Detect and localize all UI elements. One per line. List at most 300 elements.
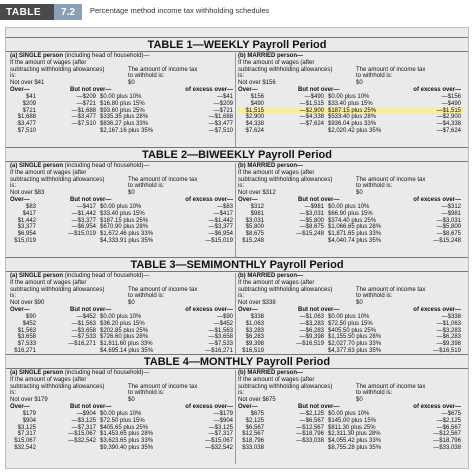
bracket-over: $41 xyxy=(25,93,36,100)
withholding-amount: $1,066.65 plus 28% xyxy=(328,224,382,231)
bracket-but-not-over: —$6,954 xyxy=(71,224,96,231)
amount-label-line: to withhold is: xyxy=(128,293,165,300)
amount-label-line: The amount of income tax xyxy=(356,66,426,73)
excess-over: —$1,063 xyxy=(436,320,461,327)
bracket-row xyxy=(10,121,235,128)
wages-note xyxy=(238,384,463,391)
bracket-row xyxy=(10,108,235,115)
not-over-label: Not over $41 xyxy=(10,80,45,87)
withholding-amount: $202.85 plus 25% xyxy=(100,327,149,334)
schedule-table-3 xyxy=(6,257,468,354)
withholding-amount: $72.50 plus 15% xyxy=(328,320,373,327)
person-type-label: (a) SINGLE person xyxy=(10,273,64,279)
bracket-over: $1,688 xyxy=(17,114,36,121)
excess-over: —$3,283 xyxy=(436,327,461,334)
wages-note xyxy=(238,60,463,67)
withholding-amount: $4,040.74 plus 35% xyxy=(328,237,382,244)
excess-over: —$1,563 xyxy=(208,327,233,334)
excess-over: —$7,317 xyxy=(208,431,233,438)
wages-note xyxy=(10,377,235,384)
bracket-row xyxy=(238,238,463,245)
excess-over: —$6,567 xyxy=(436,424,461,431)
withholding-amount: $33.40 plus 15% xyxy=(328,100,373,107)
bracket-row xyxy=(238,121,463,128)
bracket-but-not-over: —$7,510 xyxy=(71,121,96,128)
schedule-heading xyxy=(10,163,235,170)
bracket-but-not-over: —$3,658 xyxy=(71,327,96,334)
bracket-over: $32,542 xyxy=(14,444,36,451)
bracket-over: $16,271 xyxy=(14,347,36,354)
of-excess-header: of excess over— xyxy=(413,403,461,410)
zero-amount: $0 xyxy=(356,300,363,307)
person-type-suffix: (including head of household)— xyxy=(63,53,150,59)
withholding-amount: $836.27 plus 33% xyxy=(100,121,149,128)
withholding-amount: $0.00 plus 10% xyxy=(100,313,142,320)
excess-over: —$904 xyxy=(213,417,233,424)
not-over-label: Not over $312 xyxy=(238,190,276,197)
wages-label-line: If the amount of wages (after xyxy=(10,376,87,383)
person-type-label: (b) MARRIED person— xyxy=(238,53,303,59)
person-type-suffix: (including head of household)— xyxy=(63,370,150,376)
withholding-amount: $36.20 plus 15% xyxy=(100,320,145,327)
but-not-over-header: But not over— xyxy=(70,403,112,410)
excess-over: —$3,031 xyxy=(436,217,461,224)
wages-label-line: subtracting withholding allowances) xyxy=(238,383,333,390)
of-excess-header: of excess over— xyxy=(185,306,233,313)
bracket-over: $7,317 xyxy=(17,431,36,438)
bracket-but-not-over: —$32,542 xyxy=(68,438,96,445)
is-label: is: xyxy=(238,73,244,80)
is-label: is: xyxy=(238,390,244,397)
bracket-over: $904 xyxy=(22,417,36,424)
bracket-over: $4,338 xyxy=(245,121,264,128)
bracket-over: $7,533 xyxy=(17,341,36,348)
zero-amount: $0 xyxy=(128,190,135,197)
bracket-but-not-over: —$4,338 xyxy=(299,114,324,121)
excess-over: —$156 xyxy=(441,93,461,100)
zero-amount: $0 xyxy=(356,190,363,197)
single-person-schedule xyxy=(10,273,235,355)
bracket-row xyxy=(238,108,463,115)
withholding-amount: $8,755.28 plus 35% xyxy=(328,444,382,451)
bracket-over: $452 xyxy=(22,320,36,327)
wages-note xyxy=(10,287,235,294)
bracket-but-not-over: —$16,519 xyxy=(296,341,324,348)
excess-over: —$90 xyxy=(216,313,233,320)
withholding-amount: $405.50 plus 25% xyxy=(328,327,377,334)
bracket-row xyxy=(238,321,463,328)
schedule-table-2 xyxy=(6,147,468,257)
excess-over: —$7,510 xyxy=(208,127,233,134)
schedule-heading xyxy=(10,53,235,60)
bracket-row xyxy=(238,101,463,108)
withholding-amount: $33.40 plus 15% xyxy=(100,210,145,217)
bracket-over: $490 xyxy=(250,100,264,107)
withholding-amount: $187.15 plus 25% xyxy=(100,217,149,224)
bracket-over: $156 xyxy=(250,93,264,100)
over-header: Over— xyxy=(238,306,258,313)
bracket-but-not-over: —$904 xyxy=(76,410,96,417)
bracket-over: $15,067 xyxy=(14,438,36,445)
person-type-suffix: (including head of household)— xyxy=(63,163,150,169)
withholding-amount: $93.60 plus 25% xyxy=(100,107,145,114)
bracket-but-not-over: —$3,477 xyxy=(71,114,96,121)
bracket-row xyxy=(238,314,463,321)
excess-over: —$83 xyxy=(216,203,233,210)
wages-note xyxy=(238,293,463,300)
bracket-row xyxy=(238,418,463,425)
excess-over: —$18,796 xyxy=(433,438,461,445)
withholding-amount: $145.00 plus 15% xyxy=(328,417,377,424)
bracket-over: $417 xyxy=(22,210,36,217)
bracket-row xyxy=(10,411,235,418)
amount-label-line: to withhold is: xyxy=(128,73,165,80)
person-type-label: (a) SINGLE person xyxy=(10,53,64,59)
bracket-column-headers xyxy=(10,404,235,411)
not-over-row xyxy=(238,80,463,87)
bracket-row xyxy=(238,328,463,335)
excess-over: —$179 xyxy=(213,410,233,417)
bracket-row xyxy=(10,231,235,238)
bracket-over: $6,283 xyxy=(245,334,264,341)
amount-label-line: The amount of income tax xyxy=(128,66,198,73)
excess-over: —$3,477 xyxy=(208,121,233,128)
bracket-row xyxy=(238,411,463,418)
bracket-but-not-over: —$6,283 xyxy=(299,327,324,334)
bracket-row xyxy=(238,224,463,231)
excess-over: —$490 xyxy=(441,100,461,107)
wages-label-line: If the amount of wages (after xyxy=(10,279,87,286)
bracket-but-not-over: —$8,675 xyxy=(299,224,324,231)
single-person-schedule xyxy=(10,163,235,245)
bracket-over: $1,515 xyxy=(245,107,264,114)
is-label: is: xyxy=(238,293,244,300)
but-not-over-header: But not over— xyxy=(298,86,340,93)
withholding-amount: $9,390.40 plus 35% xyxy=(100,444,154,451)
bracket-row xyxy=(10,438,235,445)
single-person-schedule xyxy=(10,53,235,135)
bracket-row xyxy=(10,445,235,452)
bracket-but-not-over: —$3,031 xyxy=(299,210,324,217)
bracket-over: $9,398 xyxy=(245,341,264,348)
bracket-but-not-over: —$1,515 xyxy=(299,100,324,107)
table-title: TABLE 4—MONTHLY Payroll Period xyxy=(6,354,468,369)
bracket-column-headers xyxy=(10,307,235,314)
withholding-amount: $936.04 plus 33% xyxy=(328,121,377,128)
excess-over: —$15,019 xyxy=(205,237,233,244)
but-not-over-header: But not over— xyxy=(70,86,112,93)
table-title: TABLE 2—BIWEEKLY Payroll Period xyxy=(6,147,468,162)
bracket-over: $6,567 xyxy=(245,424,264,431)
bracket-over: $675 xyxy=(250,410,264,417)
wages-note xyxy=(10,384,235,391)
is-label: is: xyxy=(10,183,16,190)
wages-note xyxy=(10,390,235,397)
bracket-but-not-over: —$12,567 xyxy=(296,424,324,431)
not-over-row xyxy=(238,397,463,404)
bracket-but-not-over: —$209 xyxy=(76,93,96,100)
bracket-but-not-over: —$7,317 xyxy=(71,424,96,431)
withholding-amount: $335.35 plus 28% xyxy=(100,114,149,121)
over-header: Over— xyxy=(10,306,30,313)
person-type-suffix: (including head of household)— xyxy=(63,273,150,279)
bracket-row xyxy=(238,94,463,101)
wages-note xyxy=(10,280,235,287)
amount-label-line: The amount of income tax xyxy=(128,176,198,183)
excess-over: —$16,519 xyxy=(433,347,461,354)
wages-note xyxy=(238,170,463,177)
of-excess-header: of excess over— xyxy=(413,306,461,313)
wages-label-line: subtracting withholding allowances) xyxy=(10,66,105,73)
excess-over: —$6,954 xyxy=(208,231,233,238)
amount-label-line: to withhold is: xyxy=(128,183,165,190)
excess-over: —$312 xyxy=(441,203,461,210)
bracket-row xyxy=(10,314,235,321)
bracket-but-not-over: —$33,038 xyxy=(296,438,324,445)
bracket-over: $6,954 xyxy=(17,231,36,238)
zero-amount: $0 xyxy=(356,397,363,404)
but-not-over-header: But not over— xyxy=(70,196,112,203)
header-bar xyxy=(0,0,474,22)
bracket-row xyxy=(238,438,463,445)
bracket-row xyxy=(238,445,463,452)
bracket-row xyxy=(10,334,235,341)
table-title: TABLE 3—SEMIMONTHLY Payroll Period xyxy=(6,257,468,272)
excess-over: —$1,515 xyxy=(436,107,461,114)
bracket-over: $981 xyxy=(250,210,264,217)
bracket-row xyxy=(10,341,235,348)
bracket-row xyxy=(10,128,235,135)
bracket-but-not-over: —$7,533 xyxy=(71,334,96,341)
not-over-label: Not over $179 xyxy=(10,397,48,404)
withholding-amount: $16.80 plus 15% xyxy=(100,100,145,107)
excess-over: —$33,038 xyxy=(433,444,461,451)
column-divider xyxy=(235,273,236,354)
excess-over: —$7,624 xyxy=(436,127,461,134)
wages-note xyxy=(238,183,463,190)
zero-amount: $0 xyxy=(356,80,363,87)
excess-over: —$4,338 xyxy=(436,121,461,128)
single-person-schedule xyxy=(10,370,235,452)
schedule-table-1 xyxy=(6,37,468,147)
over-header: Over— xyxy=(238,196,258,203)
bracket-but-not-over: —$6,567 xyxy=(299,417,324,424)
person-type-label: (b) MARRIED person— xyxy=(238,370,303,376)
bracket-but-not-over: —$1,688 xyxy=(71,107,96,114)
wages-label-line: subtracting withholding allowances) xyxy=(10,286,105,293)
bracket-over: $7,624 xyxy=(245,127,264,134)
table-title: TABLE 1—WEEKLY Payroll Period xyxy=(6,37,468,52)
bracket-over: $15,248 xyxy=(242,237,264,244)
table-tag: TABLE xyxy=(0,4,54,20)
bracket-row xyxy=(238,128,463,135)
bracket-row xyxy=(238,204,463,211)
bracket-row xyxy=(238,114,463,121)
wages-note xyxy=(238,73,463,80)
bracket-over: $312 xyxy=(250,203,264,210)
wages-note xyxy=(238,67,463,74)
column-divider xyxy=(235,53,236,147)
withholding-amount: $811.30 plus 25% xyxy=(328,424,376,431)
bracket-over: $3,477 xyxy=(17,121,36,128)
wages-label-line: subtracting withholding allowances) xyxy=(10,383,105,390)
excess-over: —$32,542 xyxy=(205,444,233,451)
bracket-column-headers xyxy=(10,87,235,94)
bracket-but-not-over: —$1,442 xyxy=(71,210,96,217)
bracket-row xyxy=(10,425,235,432)
bracket-over: $209 xyxy=(22,100,36,107)
withholding-amount: $2,311.30 plus 28% xyxy=(328,431,381,438)
wages-note xyxy=(10,73,235,80)
bracket-row xyxy=(10,321,235,328)
not-over-label: Not over $90 xyxy=(10,300,45,307)
excess-over: —$16,271 xyxy=(205,347,233,354)
excess-over: —$338 xyxy=(441,313,461,320)
excess-over: —$7,533 xyxy=(208,341,233,348)
married-person-schedule xyxy=(238,53,463,135)
bracket-but-not-over: —$981 xyxy=(304,203,324,210)
wages-label-line: subtracting withholding allowances) xyxy=(238,176,333,183)
bracket-row xyxy=(238,341,463,348)
amount-label-line: The amount of income tax xyxy=(356,286,426,293)
withholding-amount: $1,453.65 plus 28% xyxy=(100,431,154,438)
over-header: Over— xyxy=(10,86,30,93)
bracket-over: $33,038 xyxy=(242,444,264,451)
bracket-row xyxy=(10,101,235,108)
is-label: is: xyxy=(10,390,16,397)
bracket-row xyxy=(10,224,235,231)
bracket-row xyxy=(10,218,235,225)
column-divider xyxy=(235,370,236,464)
person-type-label: (b) MARRIED person— xyxy=(238,273,303,279)
amount-label-line: The amount of income tax xyxy=(356,176,426,183)
over-header: Over— xyxy=(238,403,258,410)
bracket-column-headers xyxy=(238,404,463,411)
excess-over: —$452 xyxy=(213,320,233,327)
bracket-column-headers xyxy=(238,87,463,94)
bracket-over: $15,019 xyxy=(14,237,36,244)
bracket-row xyxy=(238,425,463,432)
excess-over: —$12,567 xyxy=(433,431,461,438)
wages-label-line: If the amount of wages (after xyxy=(238,279,315,286)
bracket-over: $3,658 xyxy=(17,334,36,341)
bracket-but-not-over: —$15,019 xyxy=(68,231,96,238)
amount-label-line: to withhold is: xyxy=(356,73,393,80)
bracket-over: $1,442 xyxy=(17,217,36,224)
amount-label-line: The amount of income tax xyxy=(356,383,426,390)
bracket-over: $18,796 xyxy=(242,438,264,445)
excess-over: —$3,377 xyxy=(208,224,233,231)
withholding-amount: $1,672.46 plus 33% xyxy=(100,231,154,238)
withholding-amount: $66.90 plus 15% xyxy=(328,210,373,217)
bracket-over: $2,900 xyxy=(245,114,264,121)
but-not-over-header: But not over— xyxy=(298,196,340,203)
bracket-over: $3,031 xyxy=(245,217,264,224)
schedule-table-4 xyxy=(6,354,468,464)
bracket-over: $179 xyxy=(22,410,36,417)
wages-note xyxy=(238,287,463,294)
bracket-over: $338 xyxy=(250,313,264,320)
wages-note xyxy=(10,183,235,190)
bracket-row xyxy=(10,94,235,101)
bracket-but-not-over: —$1,563 xyxy=(71,320,96,327)
married-person-schedule xyxy=(238,370,463,452)
wages-label-line: If the amount of wages (after xyxy=(10,169,87,176)
not-over-label: Not over $338 xyxy=(238,300,276,307)
excess-over: —$1,442 xyxy=(208,217,233,224)
bracket-but-not-over: —$5,800 xyxy=(299,217,324,224)
withholding-amount: $1,871.65 plus 33% xyxy=(328,231,382,238)
zero-amount: $0 xyxy=(128,300,135,307)
schedules-panel xyxy=(5,27,469,469)
amount-label-line: to withhold is: xyxy=(356,390,393,397)
withholding-amount: $3,623.65 plus 33% xyxy=(100,438,154,445)
excess-over: —$9,398 xyxy=(436,341,461,348)
excess-over: —$6,283 xyxy=(436,334,461,341)
bracket-over: $3,125 xyxy=(17,424,36,431)
withholding-amount: $374.40 plus 25% xyxy=(328,217,377,224)
excess-over: —$2,125 xyxy=(436,417,461,424)
wages-label-line: If the amount of wages (after xyxy=(238,169,315,176)
bracket-row xyxy=(238,431,463,438)
over-header: Over— xyxy=(10,196,30,203)
withholding-amount: $1,155.50 plus 28% xyxy=(328,334,382,341)
zero-amount: $0 xyxy=(128,80,135,87)
withholding-amount: $726.60 plus 28% xyxy=(100,334,149,341)
schedule-heading xyxy=(238,53,463,60)
not-over-row xyxy=(10,397,235,404)
married-person-schedule xyxy=(238,163,463,245)
bracket-but-not-over: —$452 xyxy=(76,313,96,320)
bracket-but-not-over: —$15,248 xyxy=(296,231,324,238)
bracket-over: $12,567 xyxy=(242,431,264,438)
withholding-amount: $2,027.70 plus 33% xyxy=(328,341,382,348)
bracket-but-not-over: —$16,271 xyxy=(68,341,96,348)
wages-label-line: If the amount of wages (after xyxy=(238,59,315,66)
amount-label-line: to withhold is: xyxy=(356,293,393,300)
of-excess-header: of excess over— xyxy=(185,403,233,410)
excess-over: —$15,248 xyxy=(433,237,461,244)
wages-label-line: subtracting withholding allowances) xyxy=(238,66,333,73)
bracket-but-not-over: —$3,377 xyxy=(71,217,96,224)
bracket-but-not-over: —$490 xyxy=(304,93,324,100)
person-type-label: (b) MARRIED person— xyxy=(238,163,303,169)
excess-over: —$3,125 xyxy=(208,424,233,431)
bracket-over: $1,563 xyxy=(17,327,36,334)
not-over-row xyxy=(238,190,463,197)
bracket-but-not-over: —$1,063 xyxy=(299,313,324,320)
bracket-but-not-over: —$417 xyxy=(76,203,96,210)
bracket-but-not-over: —$2,900 xyxy=(299,107,324,114)
not-over-label: Not over $675 xyxy=(238,397,276,404)
bracket-over: $83 xyxy=(25,203,36,210)
withholding-amount: $4,377.63 plus 35% xyxy=(328,347,382,354)
amount-label-line: to withhold is: xyxy=(128,390,165,397)
excess-over: —$675 xyxy=(441,410,461,417)
withholding-amount: $2,020.42 plus 35% xyxy=(328,127,382,134)
excess-over: —$721 xyxy=(213,107,233,114)
wages-note xyxy=(10,293,235,300)
bracket-over: $8,675 xyxy=(245,231,264,238)
bracket-column-headers xyxy=(238,307,463,314)
of-excess-header: of excess over— xyxy=(413,86,461,93)
zero-amount: $0 xyxy=(128,397,135,404)
schedule-heading xyxy=(238,273,463,280)
bracket-over: $5,800 xyxy=(245,224,264,231)
withholding-amount: $0.00 plus 10% xyxy=(328,313,370,320)
withholding-amount: $0.00 plus 10% xyxy=(328,410,370,417)
bracket-column-headers xyxy=(238,197,463,204)
